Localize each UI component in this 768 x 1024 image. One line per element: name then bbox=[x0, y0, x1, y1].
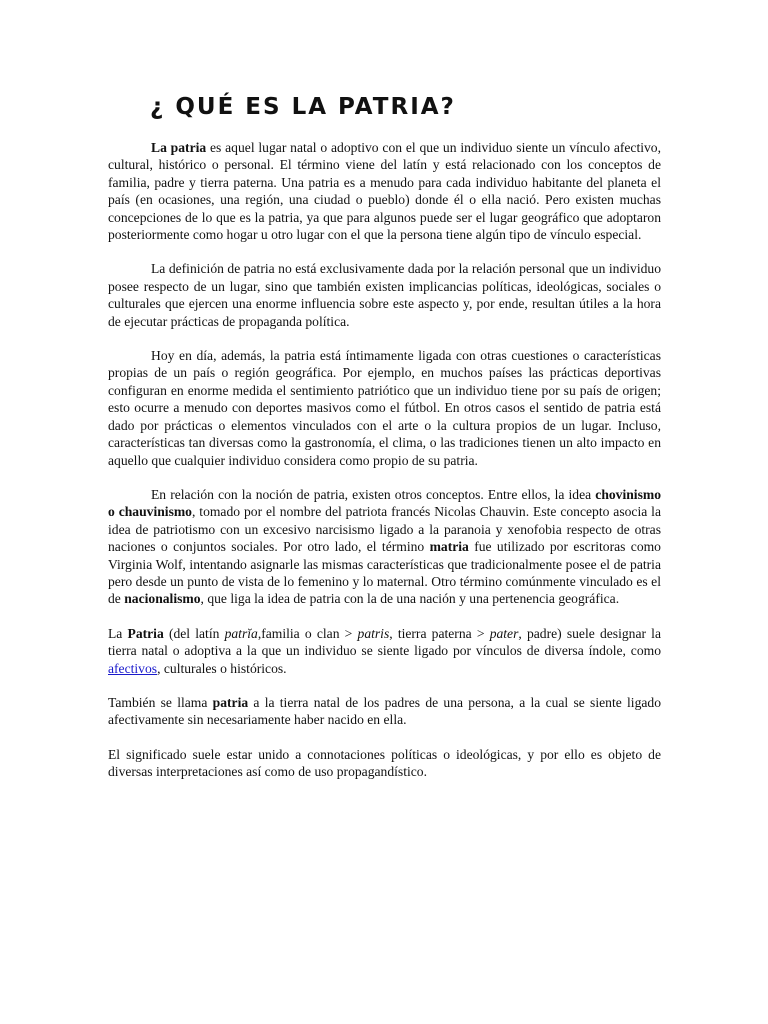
paragraph-6-text-b: a la tierra natal de los padres de una persona, a la cual se siente ligado afectivamente sin necesariamente haber nacido en ella. bbox=[108, 694, 661, 728]
term-la-patria: La patria bbox=[151, 140, 207, 155]
afectivos-link[interactable]: afectivos bbox=[108, 660, 158, 676]
paragraph-4 bbox=[108, 486, 661, 608]
document-page bbox=[108, 90, 661, 798]
latin-patria: patrĭa bbox=[224, 625, 258, 641]
paragraph-2 bbox=[108, 260, 661, 330]
paragraph-5-text-a: La bbox=[108, 625, 128, 641]
term-matria: matria bbox=[429, 539, 469, 555]
latin-pater: pater bbox=[489, 625, 519, 641]
paragraph-5-text-b: (del latín bbox=[163, 625, 225, 641]
paragraph-7-text: El significado suele estar unido a connotaciones políticas o ideológicas, y por ello es objeto de diversas interpretaciones así como de uso propagandístico. bbox=[108, 746, 661, 780]
paragraph-1 bbox=[108, 139, 661, 243]
paragraph-4-text-b: , tomado por el nombre del patriota francés Nicolas Chauvin. Este concepto asocia la idea de patriotismo con un excesivo narcisismo ligado a la paranoia y xenofobia respecto de otras naciones o conjuntos sociales. Por otro lado, el término bbox=[108, 504, 661, 555]
paragraph-4-text-d: , que liga la idea de patria con la de una nación y una pertenencia geográfica. bbox=[200, 591, 620, 607]
document-title: ¿ QUÉ ES LA PATRIA? bbox=[150, 94, 456, 120]
paragraph-5-text-c: ,familia o clan > bbox=[257, 625, 358, 641]
paragraph-3-text: Hoy en día, además, la patria está íntimamente ligada con otras cuestiones o características propias de un país o región geográfica. Por ejemplo, en muchos países las prácticas deportivas configuran en enorme medida el sentimiento patriótico que un individuo tiene por su país de origen; esto ocurre a menudo con deportes masivos como el fútbol. En otros casos el sentido de patria está dado por prácticas o elementos vinculados con el arte o la cultura propios de un lugar. Incluso, características tan diversas como la gastronomía, el clima, o las tradiciones tienen un alto impacto en aquello que cualquier individuo considera como propio de su patria. bbox=[108, 348, 661, 468]
paragraph-3 bbox=[108, 347, 661, 469]
paragraph-5 bbox=[108, 625, 661, 677]
paragraph-5-text-e: , padre) suele designar la tierra natal o adoptiva a la que un individuo se siente ligado por vínculos de diversa índole, como bbox=[108, 625, 661, 659]
paragraph-5-text-f: , culturales o históricos. bbox=[157, 660, 287, 676]
term-patria: Patria bbox=[127, 625, 164, 641]
paragraph-6 bbox=[108, 694, 661, 729]
paragraph-4-text-c: fue utilizado por escritoras como Virginia Wolf, intentando asignarle las mismas características que tradicionalmente posee el de patria pero desde un punto de vista de lo femenino y lo maternal. Otro término comúnmente vinculado es el de bbox=[108, 539, 661, 607]
paragraph-1-text: es aquel lugar natal o adoptivo con el que un individuo siente un vínculo afectivo, cultural, histórico o personal. El término viene del latín y está relacionado con los conceptos de familia, padre y tierra paterna. Una patria es a menudo para cada individuo habitante del planeta el país (en ocasiones, una región, una ciudad o pueblo) donde él o ella nació. Pero existen muchas concepciones de lo que es la patria, ya que para algunos puede ser el lugar geográfico que adoptaron posteriormente como hogar u otro lugar con el que la persona tiene algún tipo de vínculo especial. bbox=[108, 140, 661, 243]
term-chovinismo: chovinismo o chauvinismo bbox=[108, 486, 661, 520]
latin-patris: patris bbox=[357, 625, 390, 641]
paragraph-5-text-d: , tierra paterna > bbox=[389, 625, 490, 641]
paragraph-7 bbox=[108, 746, 661, 781]
paragraph-4-text-a: En relación con la noción de patria, existen otros conceptos. Entre ellos, la idea bbox=[151, 486, 596, 502]
term-nacionalismo: nacionalismo bbox=[124, 591, 201, 607]
paragraph-2-text: La definición de patria no está exclusivamente dada por la relación personal que un individuo posee respecto de un lugar, sino que también existen implicancias políticas, ideológicas, sociales o culturales que ejercen una enorme influencia sobre este aspecto y, por ende, resultan útiles a la hora de ejecutar prácticas de propaganda política. bbox=[108, 261, 661, 329]
paragraph-6-text-a: También se llama bbox=[108, 694, 213, 710]
term-patria-2: patria bbox=[212, 694, 249, 710]
